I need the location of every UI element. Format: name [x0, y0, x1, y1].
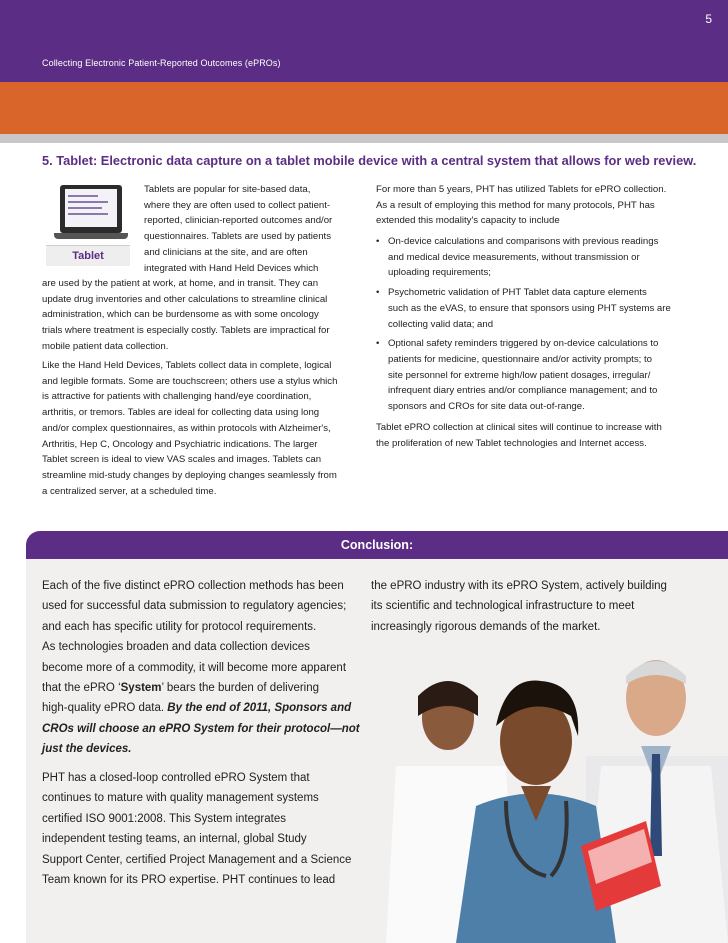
text-line: Support Center, certified Project Management and a Science — [42, 853, 352, 866]
text-line: continues to mature with quality management systems — [42, 792, 319, 805]
key-statement: By the end of 2011, Sponsors and — [167, 702, 352, 715]
section-heading: 5. Tablet: Electronic data capture on a tablet mobile device with a central system that allows for web review. — [42, 153, 697, 168]
text-line: On-device calculations and comparisons with previous readings — [388, 236, 659, 247]
text-line: and/or complex questionnaires, as within protocols with Alzheimer's, — [42, 422, 331, 434]
bullet-marker: • — [376, 338, 380, 350]
conclusion-paragraph-2 — [42, 768, 351, 890]
right-closing-paragraph — [376, 420, 662, 451]
key-statement: CROs will choose an ePRO System for their protocol—not — [42, 722, 360, 735]
conclusion-header-bar — [26, 531, 728, 559]
conclusion-title: Conclusion: — [340, 538, 414, 552]
text-line: Optional safety reminders triggered by on-device calculations to — [388, 338, 659, 350]
left-paragraph-2 — [42, 358, 337, 499]
text-line — [42, 719, 360, 739]
text-line: used for successful data submission to regulatory agencies; — [42, 600, 347, 613]
text-line: and legible formats. Some are touchscreen; others use a stylus which — [42, 375, 338, 387]
bullet-item — [376, 234, 696, 281]
bullet-marker: • — [376, 236, 380, 247]
text-line: questionnaires. Tablets are used by patients — [144, 231, 332, 243]
text-line: extended this modality's capacity to include — [376, 215, 560, 227]
left-paragraph-1-bottom — [42, 276, 330, 355]
text-line: arthritis, or tremors. Tables are ideal for collecting data using long — [42, 407, 320, 419]
capability-bullet-list — [376, 234, 696, 419]
tablet-image-label: Tablet — [46, 245, 130, 266]
header-band — [0, 0, 728, 82]
text-line: Psychometric validation of PHT Tablet data capture elements — [388, 287, 647, 299]
text-line: is attractive for patients with challenging hand/eye coordination, — [42, 391, 312, 403]
text-run: high-quality ePRO data. — [42, 702, 168, 715]
text-line: a centralized server, at a scheduled time. — [42, 485, 217, 497]
text-line: its scientific and technological infrastructure to meet — [371, 600, 635, 613]
text-line: integrated with Hand Held Devices which — [144, 262, 319, 274]
text-line: For more than 5 years, PHT has utilized Tablets for ePRO collection. — [376, 184, 667, 195]
system-emphasis: System — [120, 682, 162, 695]
text-line: the proliferation of new Tablet technologies and Internet access. — [376, 437, 647, 449]
text-line: and clinicians at the site, and are often — [144, 246, 308, 258]
text-line: sponsors and CROs for site data out-of-range. — [388, 401, 585, 413]
conclusion-paragraph-1 — [42, 576, 360, 760]
text-line: are used by the patient at work, at home, and in transit. They can — [42, 278, 319, 289]
text-line — [42, 678, 360, 698]
text-line: and medical device measurements, without transmission or — [388, 251, 640, 263]
text-line: As technologies broaden and data collection devices — [42, 641, 310, 654]
gray-band — [0, 134, 728, 143]
text-line: certified ISO 9001:2008. This System integrates — [42, 812, 286, 825]
left-paragraph-1-top — [144, 182, 332, 276]
text-line: PHT has a closed-loop controlled ePRO System that — [42, 772, 310, 784]
tablet-screen-line — [68, 213, 108, 215]
right-intro-paragraph — [376, 182, 666, 229]
text-line: Tablet ePRO collection at clinical sites will continue to increase with — [376, 422, 662, 433]
text-line: administration, which can be burdensome as with some oncology — [42, 309, 319, 321]
tablet-image — [42, 181, 134, 267]
text-line: As a result of employing this method for many protocols, PHT has — [376, 199, 655, 211]
text-line — [42, 739, 360, 759]
tablet-keyboard — [54, 233, 128, 239]
key-statement: just the devices. — [42, 743, 132, 756]
orange-band — [0, 82, 728, 134]
text-line: such as the eVAS, to ensure that sponsors using PHT systems are — [388, 302, 671, 314]
running-head: Collecting Electronic Patient-Reported Outcomes (ePROs) — [42, 58, 281, 68]
text-line: independent testing teams, an internal, global Study — [42, 833, 307, 846]
tablet-screen-line — [68, 201, 108, 203]
text-line: mobile patient data collection. — [42, 340, 169, 352]
text-run: ’ bears the burden of delivering — [161, 682, 320, 695]
text-line: Each of the five distinct ePRO collection methods has been — [42, 580, 344, 592]
bullet-marker: • — [376, 287, 380, 299]
page-number: 5 — [705, 12, 712, 26]
medical-team-photo — [356, 636, 728, 943]
text-line: increasingly rigorous demands of the market. — [371, 620, 601, 633]
text-line: Like the Hand Held Devices, Tablets collect data in complete, logical — [42, 360, 332, 371]
text-line: Arthritis, Hep C, Oncology and Psychiatric indications. The larger — [42, 438, 318, 450]
text-line: collecting valid data; and — [388, 318, 494, 330]
text-line: Tablet screen is ideal to view VAS scales and images. Tablets can — [42, 454, 322, 466]
text-line: become more of a commodity, it will become more apparent — [42, 661, 347, 674]
text-line: infrequent diary entries and/or compliance management; and to — [388, 385, 658, 397]
text-line: uploading requirements; — [388, 267, 491, 279]
text-line: Tablets are popular for site-based data, — [144, 184, 311, 195]
text-line: site personnel for extreme high/low patient dosages, irregular/ — [388, 369, 651, 381]
text-line: Team known for its PRO expertise. PHT continues to lead — [42, 874, 336, 887]
text-line: the ePRO industry with its ePRO System, actively building — [371, 580, 667, 592]
text-line: patients for medicine, questionnaire and/or activity prompts; to — [388, 353, 652, 365]
bullet-item — [376, 285, 696, 332]
text-line — [42, 698, 360, 718]
text-line: reported, clinician-reported outcomes and/or — [144, 215, 333, 227]
tablet-screen-line — [68, 207, 102, 209]
text-run: that the ePRO ‘ — [42, 682, 121, 695]
tablet-screen-line — [68, 195, 98, 197]
text-line: streamline mid-study changes by deploying changes seamlessly from — [42, 469, 337, 481]
text-line: where they are often used to collect patient- — [144, 199, 331, 211]
bullet-item — [376, 336, 696, 415]
text-line: and each has specific utility for protocol requirements. — [42, 620, 317, 633]
conclusion-right-paragraph — [371, 576, 667, 637]
text-line: update drug inventories and other calculations to streamline clinical — [42, 293, 328, 305]
text-line: trials where treatment is especially costly. Tablets are impractical for — [42, 325, 330, 337]
